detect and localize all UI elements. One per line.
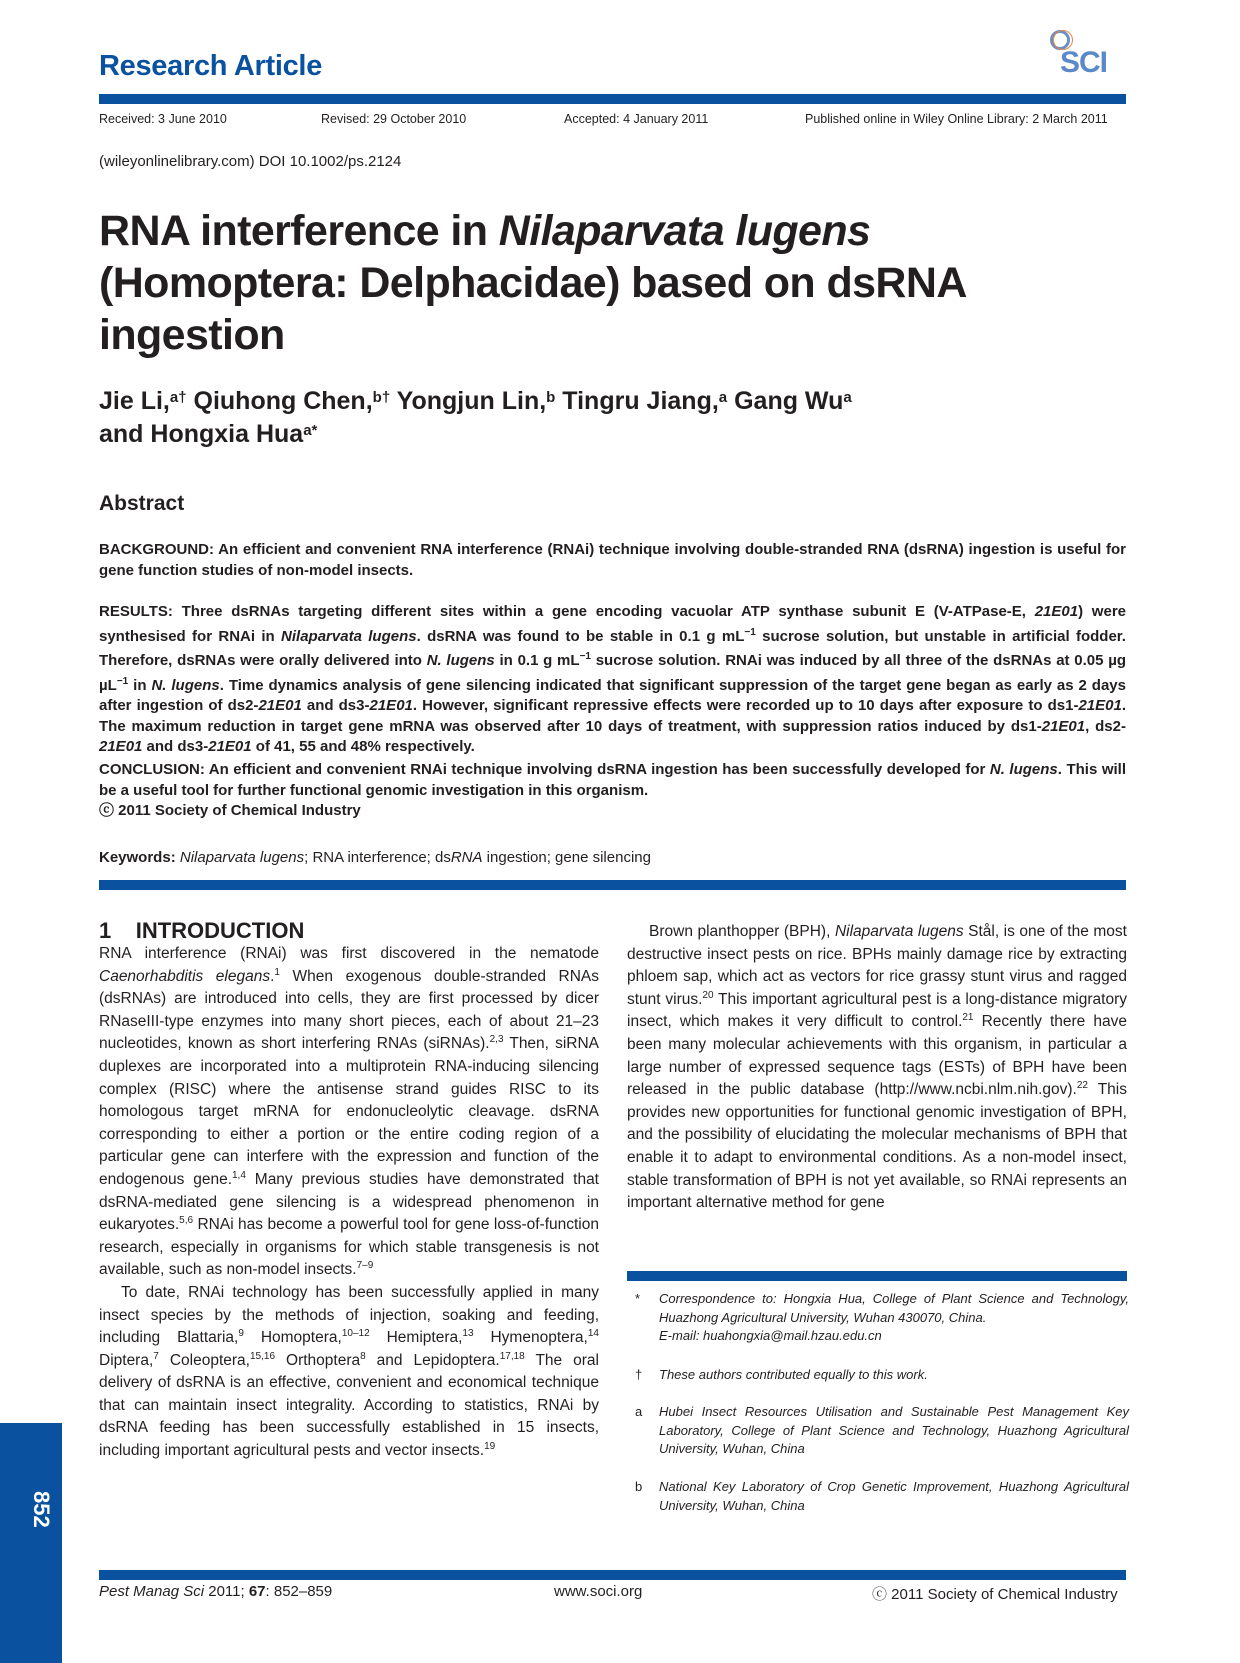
author: Jie Li, [99,387,170,415]
species-name: N. lugens [426,652,495,669]
footnote-affiliation-a [635,1403,1130,1463]
gene-name: 21E01 [1034,603,1079,620]
results-text: . dsRNA was found to be stable in 0.1 g mL [416,627,745,645]
page-number: 852 [29,1491,54,1528]
results-text: of 41, 55 and 48% respectively. [251,738,475,755]
citation-ref: 10–12 [341,1327,370,1339]
results-label: RESULTS: [99,603,173,620]
body-text: Recently there have been many molecular achievements with this organism, in particular a large number of expressed sequence tags (ESTs) of BPH have been released in the public database (http://www.ncbi.nlm.nih.gov). [627,1013,1127,1099]
received-date: Received: 3 June 2010 [99,112,227,126]
published-date: Published online in Wiley Online Library: 2 March 2011 [805,112,1108,126]
body-text: Brown planthopper (BPH), [649,923,835,940]
right-column [627,921,1127,1215]
footer-rule [99,1570,1126,1580]
citation-ref: 22 [1076,1080,1088,1091]
citation-ref: 8 [360,1350,366,1362]
body-text: This provides new opportunities for functional genomic investigation of BPH, and the possibility of elucidating the molecular mechanisms of BPH that enable it to adapt to environmental conditions. As a non-model insect, stable transformation of BPH is not yet available, so RNAi represents an important alternative method for gene [627,1081,1127,1212]
keyword: Nilaparvata lugens [179,849,305,866]
title-species: Nilaparvata lugens [498,207,871,255]
author-affiliation: a* [303,422,318,439]
body-text: Hemiptera, [369,1329,463,1347]
journal-pages: : 852–859 [265,1583,333,1600]
keyword: ; RNA interference; ds [304,849,451,866]
citation-ref: 1,4 [232,1169,246,1181]
body-text: Many previous studies have demonstrated that dsRNA-mediated gene silencing is a widespread phenomenon in eukaryotes. [99,1170,599,1234]
section-title: INTRODUCTION [135,918,305,943]
italic-text: Caenorhabditis elegans [99,967,271,985]
species-name: N. lugens [989,761,1058,778]
journal-volume: 67 [248,1583,266,1600]
results-text: in 0.1 g mL [494,652,580,669]
author-affiliation: a [718,389,728,406]
body-text: RNAi has become a powerful tool for gene loss-of-function research, especially in organisms for which stable transgenesis is not available, such as non-model insects. [99,1216,599,1279]
author-affiliation: b† [372,389,391,406]
citation-ref: 21 [962,1012,974,1024]
footnote-mark: a [635,1404,643,1419]
citation-ref: 9 [238,1327,244,1339]
body-text: When exogenous double-stranded RNAs (dsRNAs) are introduced into cells, they are first processed by dicer RNaseIII-type enzymes into many short pieces, each of about 21–23 nucleotides, known as short interfering RNAs (siRNAs). [99,967,599,1053]
footnote-mark: b [635,1479,643,1494]
citation-ref: 19 [484,1440,496,1452]
correspondence-email[interactable]: E-mail: huahongxia@mail.hzau.edu.cn [659,1328,882,1343]
body-text: Diptera, [99,1351,154,1369]
species-name: Nilaparvata lugens [281,627,417,645]
citation-ref: 15,16 [249,1350,276,1362]
body-text: RNA interference (RNAi) was first discovered in the nematode [99,945,599,962]
author: Gang Wu [734,387,844,415]
footnote-affiliation-b [635,1478,1130,1518]
footnote-equal-contribution [635,1366,1130,1386]
section-heading [99,918,304,944]
author-affiliation: a [843,389,852,406]
author: and Hongxia Hua [99,420,304,448]
keywords [99,849,651,866]
keyword: ingestion; gene silencing [482,849,651,866]
citation-ref: 17,18 [499,1350,525,1362]
superscript: −1 [744,626,756,638]
author-affiliation: b [546,389,556,406]
website-link[interactable]: www.soci.org [554,1583,643,1600]
results-text: ) were synthesised for RNAi in [99,603,1126,645]
results-text: and ds3- [142,738,209,755]
footnote-mark: † [635,1367,643,1382]
species-name: N. lugens [151,676,220,694]
superscript: −1 [116,675,129,687]
results-text: sucrose solution. RNAi was induced by all three of the dsRNAs at 0.05 µg µL [99,652,1127,694]
conclusion-label: CONCLUSION: [99,761,205,778]
journal-year: 2011; [204,1583,249,1600]
abstract-results [99,602,1126,758]
gene-name: 21E01 [258,697,302,714]
keywords-label: Keywords: [99,849,176,866]
abstract-conclusion [99,760,1126,822]
results-text: and ds3- [301,697,370,714]
citation-ref: 13 [462,1327,474,1339]
results-text: in [128,676,152,694]
footnote-text [659,1290,1129,1346]
left-column [99,943,599,1463]
citation-ref: 14 [587,1327,599,1339]
abstract-rule [99,880,1126,890]
italic-text: Nilaparvata lugens [834,923,964,940]
author: Yongjun Lin, [396,387,547,415]
footnote-text: These authors contributed equally to this work. [659,1367,928,1382]
results-text: Three dsRNAs targeting different sites within a gene encoding vacuolar ATP synthase subunit E (V-ATPase-E, [181,603,1035,620]
paper-title [99,205,1129,361]
page-number-tab [0,1423,62,1663]
author-affiliation: a† [169,389,187,406]
body-text: Stål, is one of the most destructive insect pests on rice. BPHs mainly damage rice by extracting phloem sap, which act as vectors for rice grassy stunt virus and ragged stunt virus. [627,923,1127,1008]
body-text: Homoptera, [243,1329,342,1347]
body-text: . [270,967,275,985]
footnote-text: Hubei Insect Resources Utilisation and Sustainable Pest Management Key Laboratory, College of Plant Science and Technology, Huazhong Agricultural University, Wuhan, China [659,1404,1129,1456]
citation-ref: 20 [702,989,714,1001]
footer-copyright: ⓒ 2011 Society of Chemical Industry [872,1586,1118,1603]
footnote-mark: * [635,1291,641,1306]
body-text: This important agricultural pest is a long-distance migratory insect, which makes it very difficult to control. [627,990,1127,1031]
body-text: To date, RNAi technology has been successfully applied in many insect species by the methods of injection, soaking and feeding, including Blattaria, [99,1283,599,1347]
gene-name: 21E01 [208,738,252,755]
keyword: RNA [450,849,483,866]
author-list [99,385,1129,451]
intro-paragraph-1 [99,943,599,1282]
results-text: sucrose solution, but unstable in artificial fodder. Therefore, dsRNAs were orally delivered into [99,627,1126,669]
gene-name: 21E01 [99,738,143,755]
body-text: The oral delivery of dsRNA is an effective, convenient and economical technique that can maintain insect integrality. According to statistics, RNAi by dsRNA feeding has been successfully established in 15 insects, including important agricultural pests and vector insects. [99,1351,599,1460]
body-text: Hymenoptera, [473,1329,588,1347]
gene-name: 21E01 [1078,697,1122,714]
conclusion-text: An efficient and convenient RNAi technique involving dsRNA ingestion has been successfully developed for [208,761,990,778]
citation-ref: 2,3 [489,1034,504,1046]
gene-name: 21E01 [1041,717,1086,735]
title-part2: (Homoptera: Delphacidae) based on dsRNA [99,259,967,307]
intro-paragraph-3 [627,921,1127,1215]
abstract-background [99,540,1126,581]
results-text: , ds2- [1085,717,1126,735]
body-text: Orthoptera [275,1351,361,1369]
correspondence-text: Correspondence to: Hongxia Hua, College of Plant Science and Technology, Huazhong Agricultural University, Wuhan 430070, China. [659,1291,1129,1325]
author: Tingru Jiang, [562,387,719,415]
sci-logo [1040,30,1130,82]
citation-ref: 5,6 [179,1214,194,1226]
footnote-rule [627,1271,1127,1281]
gene-name: 21E01 [369,697,413,714]
body-text: Coleoptera, [158,1351,250,1369]
journal-citation [99,1583,332,1600]
citation-ref: 1 [274,966,280,978]
section-number: 1 [99,918,112,943]
abstract-heading: Abstract [99,492,185,515]
citation-ref: 7–9 [356,1260,374,1272]
footnote-text: National Key Laboratory of Crop Genetic Improvement, Huazhong Agricultural University, Wuhan, China [659,1479,1129,1513]
journal-name: Pest Manag Sci [99,1583,205,1600]
doi[interactable]: (wileyonlinelibrary.com) DOI 10.1002/ps.2124 [99,153,402,170]
revised-date: Revised: 29 October 2010 [321,112,467,126]
accepted-date: Accepted: 4 January 2011 [564,112,709,126]
abstract-copyright: ⓒ 2011 Society of Chemical Industry [99,802,361,819]
background-label: BACKGROUND: [99,541,214,558]
intro-paragraph-2 [99,1282,599,1463]
citation-ref: 7 [153,1350,159,1362]
title-part3: ingestion [99,311,285,359]
background-text: An efficient and convenient RNA interference (RNAi) technique involving double-stranded RNA (dsRNA) ingestion is useful for gene function studies of non-model insects. [99,541,1126,579]
header-rule [99,94,1126,104]
logo-text: SCI [1060,46,1108,79]
results-text: . However, significant repressive effects were recorded up to 10 days after exposure to ds1- [412,697,1079,714]
conclusion-text: . This will be a useful tool for further functional genomic investigation in this organism. [99,761,1126,799]
results-text: . The maximum reduction in target gene mRNA was observed after 10 days of treatment, with suppression ratios induced by ds1- [99,697,1126,735]
results-text: . Time dynamics analysis of gene silencing indicated that significant suppression of the target gene began as early as 2 days after ingestion of ds2- [99,676,1126,714]
title-part1: RNA interference in [99,207,499,255]
article-type-heading: Research Article [99,50,323,82]
superscript: −1 [579,651,591,662]
author: Qiuhong Chen, [193,387,373,415]
body-text: Then, siRNA duplexes are incorporated into a multiprotein RNA-inducing silencing complex (RISC) where the antisense strand guides RISC to its homologous target mRNA for endonucleolytic cleavage. dsRNA corresponding to either a portion or the entire coding region of a particular gene can interfere with the expression and function of the endogenous gene. [99,1035,599,1188]
footnote-correspondence [635,1290,1130,1350]
body-text: and Lepidoptera. [365,1351,500,1369]
